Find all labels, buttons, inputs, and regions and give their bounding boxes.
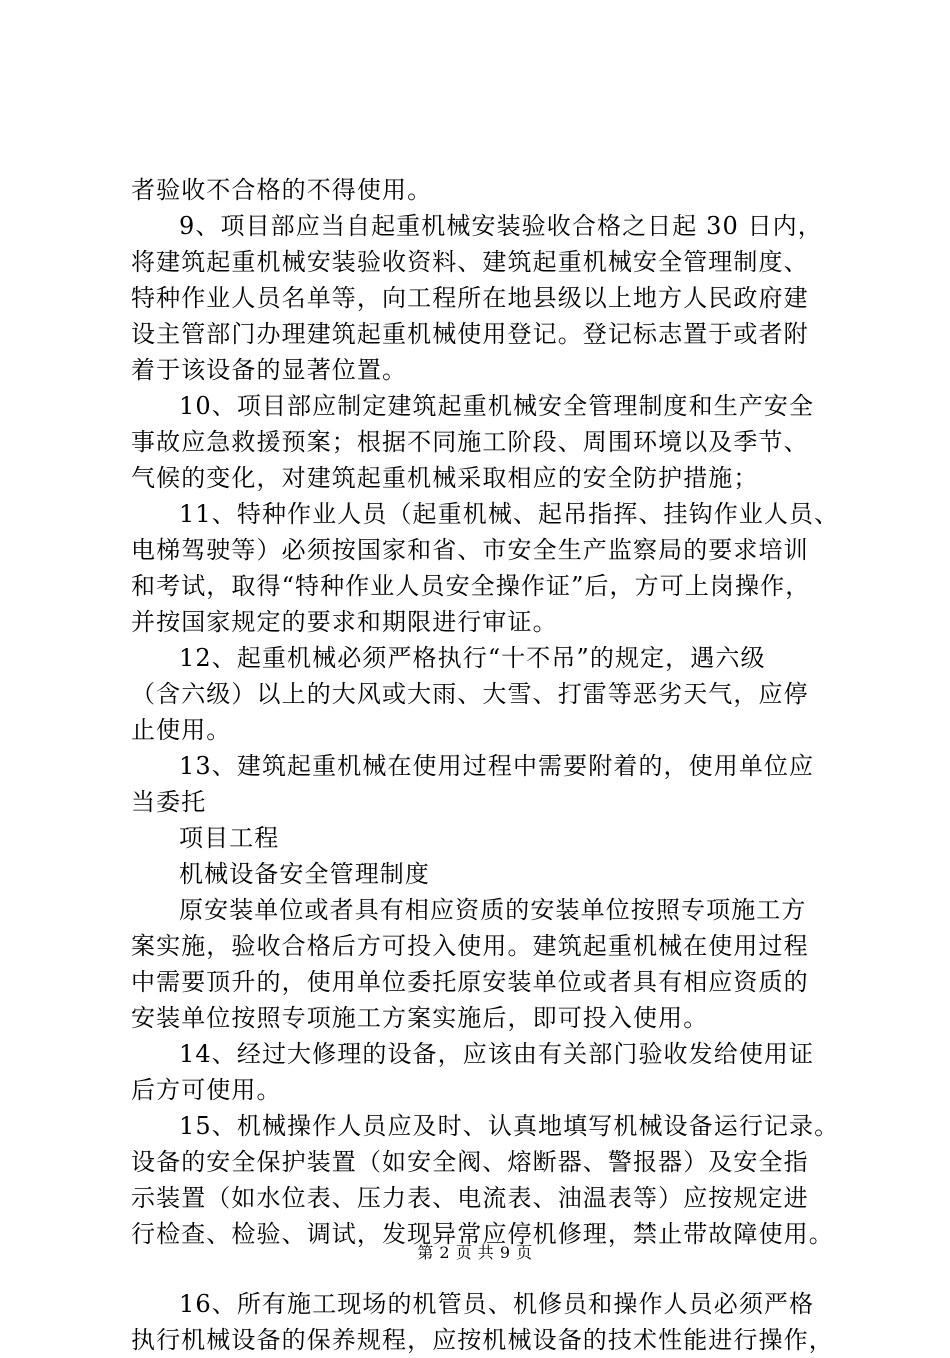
text-line: 原安装单位或者具有相应资质的安装单位按照专项施工方 — [179, 896, 807, 924]
text-line: 13、建筑起重机械在使用过程中需要附着的，使用单位应 — [179, 752, 815, 780]
text-line: 项目工程 — [179, 824, 280, 852]
document-body — [131, 172, 840, 1358]
text-line: 止使用。 — [131, 716, 232, 744]
text-line: 安装单位按照专项施工方案实施后，即可投入使用。 — [131, 1004, 709, 1032]
text-line: 和考试，取得“特种作业人员安全操作证”后，方可上岗操作， — [131, 572, 811, 600]
text-line: 中需要顶升的，使用单位委托原安装单位或者具有相应资质的 — [131, 968, 809, 996]
text-line: 14、经过大修理的设备，应该由有关部门验收发给使用证 — [179, 1040, 815, 1068]
page-number-footer: 第 2 页 共 9 页 — [417, 1243, 533, 1262]
text-line: 电梯驾驶等）必须按国家和省、市安全生产监察局的要求培训 — [131, 536, 809, 564]
text-line: 当委托 — [131, 788, 207, 816]
text-line: 16、所有施工现场的机管员、机修员和操作人员必须严格 — [179, 1290, 815, 1318]
text-line: 后方可使用。 — [131, 1076, 282, 1104]
text-line: 着于该设备的显著位置。 — [131, 356, 408, 384]
text-line: 特种作业人员名单等，向工程所在地县级以上地方人民政府建 — [131, 284, 809, 312]
text-line: 12、起重机械必须严格执行“十不吊”的规定，遇六级 — [179, 644, 766, 672]
text-line: （含六级）以上的大风或大雨、大雪、打雷等恶劣天气，应停 — [131, 680, 809, 708]
text-line: 事故应急救援预案；根据不同施工阶段、周围环境以及季节、 — [131, 428, 809, 456]
text-line: 并按国家规定的要求和期限进行审证。 — [131, 608, 558, 636]
text-line: 示装置（如水位表、压力表、电流表、油温表等）应按规定进 — [131, 1184, 809, 1212]
text-line: 10、项目部应制定建筑起重机械安全管理制度和生产安全 — [179, 392, 815, 420]
text-line: 15、机械操作人员应及时、认真地填写机械设备运行记录。 — [179, 1112, 840, 1140]
text-line: 执行机械设备的保养规程，应按机械设备的技术性能进行操作， — [131, 1326, 834, 1354]
text-line: 气候的变化，对建筑起重机械采取相应的安全防护措施； — [131, 464, 759, 492]
text-line: 将建筑起重机械安装验收资料、建筑起重机械安全管理制度、 — [131, 248, 809, 276]
text-line: 9、项目部应当自起重机械安装验收合格之日起 30 日内， — [179, 212, 823, 240]
text-line: 机械设备安全管理制度 — [179, 860, 430, 888]
text-line: 案实施，验收合格后方可投入使用。建筑起重机械在使用过程 — [131, 932, 809, 960]
text-line: 者验收不合格的不得使用。 — [131, 176, 433, 204]
text-line: 11、特种作业人员（起重机械、起吊指挥、挂钩作业人员、 — [179, 500, 840, 528]
text-line: 设主管部门办理建筑起重机械使用登记。登记标志置于或者附 — [131, 320, 809, 348]
text-line: 设备的安全保护装置（如安全阀、熔断器、警报器）及安全指 — [131, 1148, 809, 1176]
text-line: 行检查、检验、调试，发现异常应停机修理，禁止带故障使用。 — [131, 1220, 834, 1248]
